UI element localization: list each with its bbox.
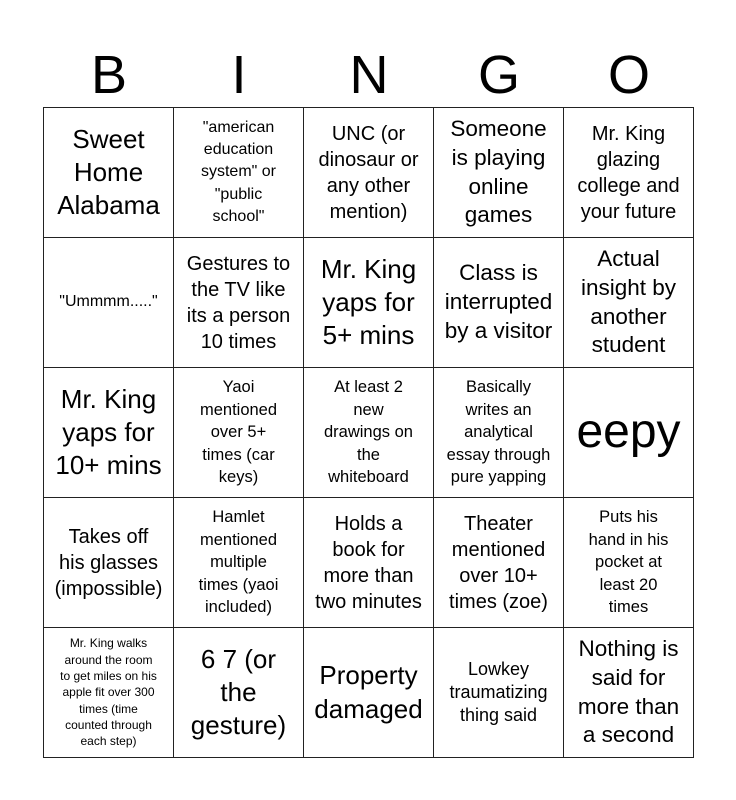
cell-text: Mr. King walks around the room to get miles on his apple fit over 300 times (time counted through each step) (60, 636, 157, 749)
bingo-cell-r3c2[interactable] (174, 368, 304, 498)
bingo-header (44, 40, 694, 110)
bingo-cell-r1c5[interactable] (564, 108, 694, 238)
cell-text: Puts his hand in his pocket at least 20 times (588, 508, 669, 617)
cell-text: Takes off his glasses (impossible) (54, 525, 163, 600)
bingo-board (43, 107, 694, 758)
cell-text: Holds a book for more than two minutes (315, 512, 422, 613)
bingo-cell-r2c5[interactable] (564, 238, 694, 368)
cell-text: Sweet Home Alabama (57, 123, 160, 220)
cell-text: UNC (or dinosaur or any other mention) (318, 122, 419, 223)
bingo-cell-r3c1[interactable] (44, 368, 174, 498)
header-letter-g: G (477, 45, 520, 105)
cell-text: Class is interrupted by a visitor (444, 260, 553, 343)
cell-text: Actual insight by another student (580, 245, 677, 358)
bingo-cell-r3c3[interactable] (304, 368, 434, 498)
bingo-cell-r4c1[interactable] (44, 498, 174, 628)
cell-text: Someone is playing online games (450, 115, 547, 228)
cell-text: Mr. King glazing college and your future (577, 122, 680, 223)
bingo-cell-r2c2[interactable] (174, 238, 304, 368)
cell-text: eepy (576, 405, 681, 459)
bingo-cell-r1c4[interactable] (434, 108, 564, 238)
bingo-cell-r4c2[interactable] (174, 498, 304, 628)
header-letter-o: O (607, 45, 650, 105)
bingo-cell-r5c5[interactable] (564, 628, 694, 758)
bingo-cell-r1c3[interactable] (304, 108, 434, 238)
header-letter-i: I (231, 45, 247, 105)
bingo-cell-r4c4[interactable] (434, 498, 564, 628)
cell-text: Nothing is said for more than a second (577, 635, 680, 748)
cell-text: "american education system" or "public school" (200, 118, 277, 226)
bingo-cell-r5c3[interactable] (304, 628, 434, 758)
cell-text: Basically writes an analytical essay through pure yapping (446, 378, 551, 487)
cell-text: Lowkey traumatizing thing said (449, 659, 548, 725)
cell-text: Yaoi mentioned over 5+ times (car keys) (199, 378, 278, 487)
cell-text: Property damaged (314, 660, 423, 724)
cell-text: At least 2 new drawings on the whiteboard (324, 378, 413, 487)
bingo-cell-r3c5[interactable] (564, 368, 694, 498)
bingo-cell-r5c2[interactable] (174, 628, 304, 758)
header-letter-b: B (90, 45, 128, 105)
bingo-cell-r1c2[interactable] (174, 108, 304, 238)
cell-text: Mr. King yaps for 5+ mins (320, 253, 417, 350)
cell-text: Hamlet mentioned multiple times (yaoi included) (198, 508, 279, 617)
bingo-cell-r4c3[interactable] (304, 498, 434, 628)
bingo-cell-r2c1[interactable] (44, 238, 174, 368)
bingo-cell-r4c5[interactable] (564, 498, 694, 628)
cell-text: "Ummmm....." (59, 293, 158, 311)
cell-text: 6 7 (or the gesture) (190, 643, 287, 740)
bingo-cell-r1c1[interactable] (44, 108, 174, 238)
header-letter-n: N (349, 45, 389, 105)
bingo-cell-r3c4[interactable] (434, 368, 564, 498)
cell-text: Theater mentioned over 10+ times (zoe) (449, 512, 548, 613)
bingo-cell-r5c4[interactable] (434, 628, 564, 758)
bingo-cell-r2c4[interactable] (434, 238, 564, 368)
bingo-cell-r5c1[interactable] (44, 628, 174, 758)
cell-text: Gestures to the TV like its a person 10 times (186, 252, 291, 353)
cell-text: Mr. King yaps for 10+ mins (55, 383, 162, 480)
bingo-cell-r2c3[interactable] (304, 238, 434, 368)
